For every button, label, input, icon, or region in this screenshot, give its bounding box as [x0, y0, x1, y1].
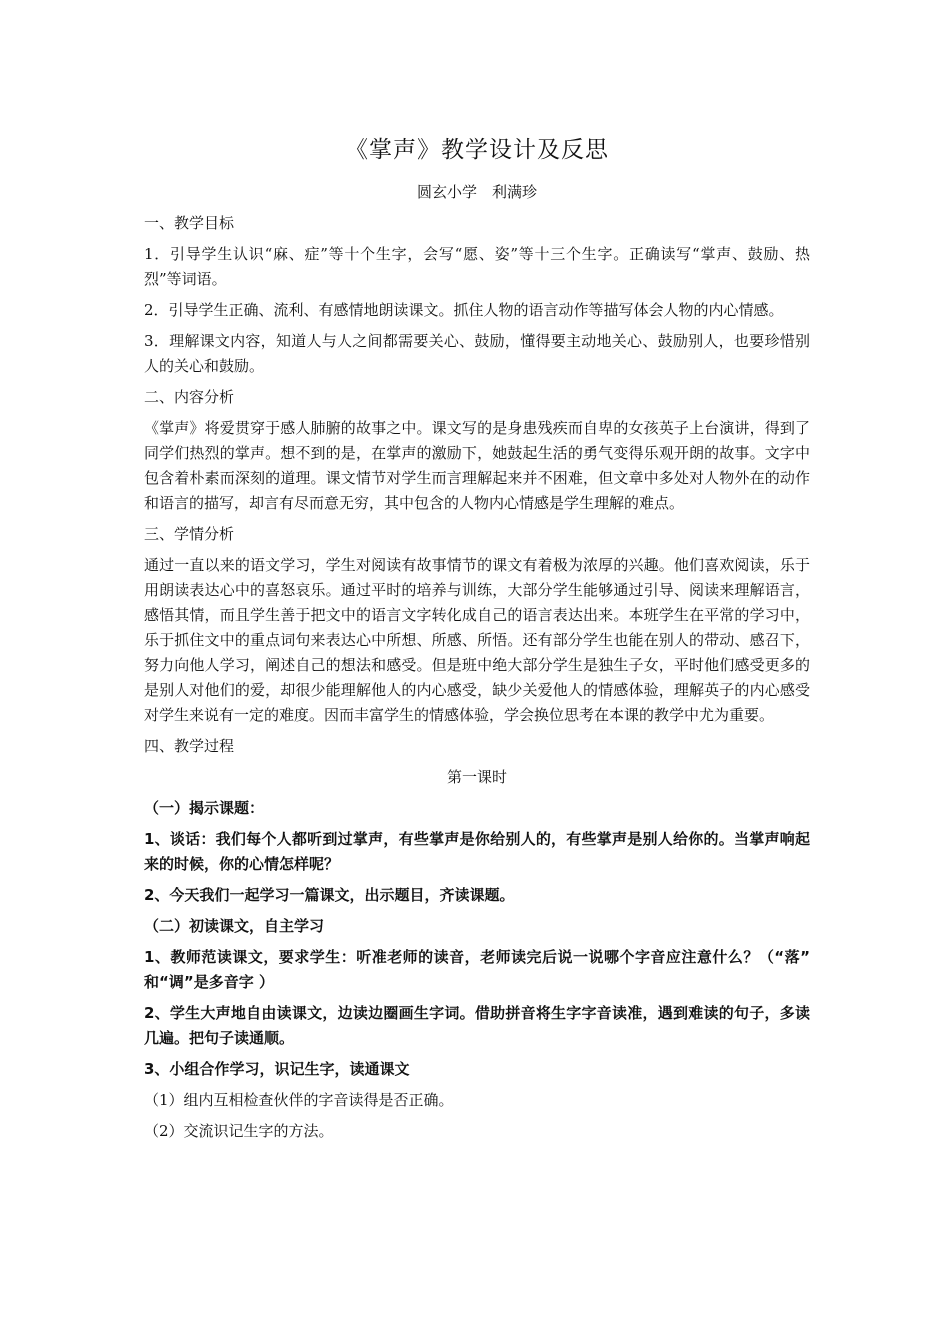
document-body	[144, 134, 826, 1150]
step2-sub-1: （1）组内互相检查伙伴的字音读得是否正确。	[144, 1091, 454, 1109]
section-heading-students: 三、学情分析	[144, 525, 235, 543]
step1-item-2: 2、今天我们一起学习一篇课文，出示题目，齐读课题。	[144, 886, 515, 904]
step1-item-1: 1、谈话：我们每个人都听到过掌声，有些掌声是你给别人的，有些掌声是别人给你的。当掌声响起来的时候，你的心情怎样呢？	[144, 830, 810, 873]
step2-item-3: 3、小组合作学习，识记生字，读通课文	[144, 1060, 410, 1078]
lesson-heading: 第一课时	[446, 768, 507, 786]
section-heading-analysis: 二、内容分析	[144, 388, 235, 406]
step2-item-1: 1、教师范读课文，要求学生：听准老师的读音，老师读完后说一说哪个字音应注意什么？（“落” 和“调”是多音字 ）	[144, 948, 826, 991]
section-heading-process: 四、教学过程	[144, 737, 235, 755]
goal-item-2: 2．引导学生正确、流利、有感情地朗读课文。抓住人物的语言动作等描写体会人物的内心情感。	[144, 301, 784, 319]
step2-item-2: 2、学生大声地自由读课文，边读边圈画生字词。借助拼音将生字字音读准，遇到难读的句子，多读几遍。把句子读通顺。	[144, 1004, 810, 1047]
document-title: 《掌声》教学设计及反思	[345, 137, 609, 163]
document-author: 圆玄小学 利满珍	[416, 183, 537, 201]
step1-heading: （一）揭示课题：	[144, 799, 265, 817]
step2-sub-2: （2）交流识记生字的方法。	[144, 1122, 334, 1140]
step2-heading: （二）初读课文，自主学习	[144, 917, 325, 935]
goal-item-3: 3．理解课文内容，知道人与人之间都需要关心、鼓励，懂得要主动地关心、鼓励别人，也要珍惜别人的关心和鼓励。	[144, 332, 810, 375]
students-paragraph: 通过一直以来的语文学习，学生对阅读有故事情节的课文有着极为浓厚的兴趣。他们喜欢阅读，乐于用朗读表达心中的喜怒哀乐。通过平时的培养与训练，大部分学生能够通过引导、阅读来理解语言，感悟其情，而且学生善于把文中的语言文字转化成自己的语言表达出来。本班学生在平常的学习中，乐于抓住文中的重点词句来表达心中所想、所感、所悟。还有部分学生也能在别人的带动、感召下，努力向他人学习，阐述自己的想法和感受。但是班中绝大部分学生是独生子女，平时他们感受更多的是别人对他们的爱，却很少能理解他人的内心感受，缺少关爱他人的情感体验，理解英子的内心感受对学生来说有一定的难度。因而丰富学生的情感体验，学会换位思考在本课的教学中尤为重要。	[144, 556, 810, 724]
section-heading-goals: 一、教学目标	[144, 214, 235, 232]
goal-item-1: 1．引导学生认识“麻、症”等十个生字，会写“愿、姿”等十三个生字。正确读写“掌声、鼓励、热烈”等词语。	[144, 245, 810, 288]
analysis-paragraph: 《掌声》将爱贯穿于感人肺腑的故事之中。课文写的是身患残疾而自卑的女孩英子上台演讲，得到了同学们热烈的掌声。想不到的是，在掌声的激励下，她鼓起生活的勇气变得乐观开朗的故事。文字中包含着朴素而深刻的道理。课文情节对学生而言理解起来并不困难，但文章中多处对人物外在的动作和语言的描写，却言有尽而意无穷，其中包含的人物内心情感是学生理解的难点。	[144, 419, 810, 512]
